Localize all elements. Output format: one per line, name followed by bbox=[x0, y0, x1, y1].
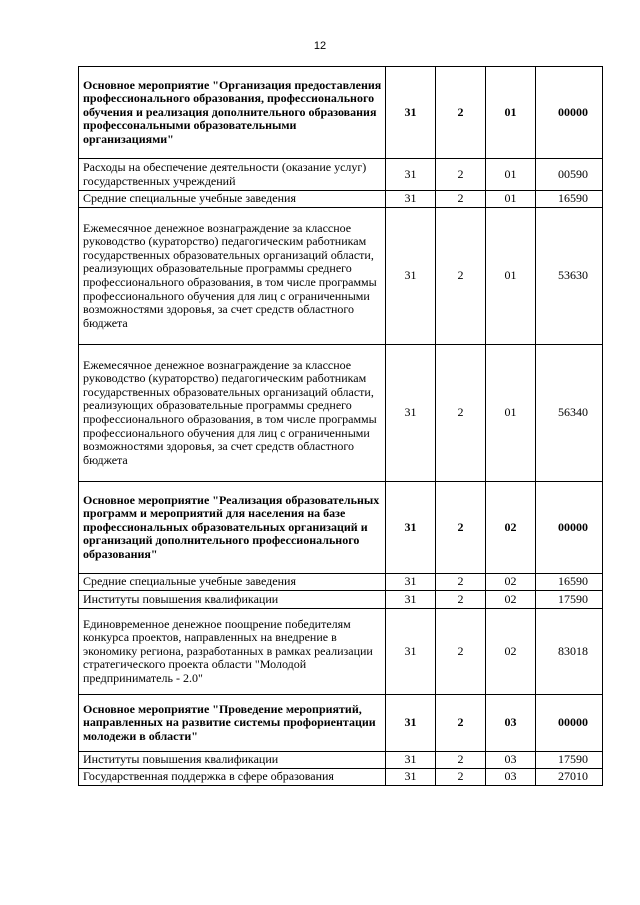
code-cell-2: 2 bbox=[436, 159, 486, 191]
code-cell-4: 27010 bbox=[536, 769, 603, 786]
code-cell-2: 2 bbox=[436, 769, 486, 786]
row-name-cell: Основное мероприятие "Проведение мероприятий, направленных на развитие системы профориентации молодежи в области" bbox=[79, 695, 386, 752]
table-row bbox=[79, 769, 603, 786]
table-row bbox=[79, 159, 603, 191]
code-cell-1: 31 bbox=[386, 345, 436, 482]
code-cell-4: 16590 bbox=[536, 191, 603, 208]
table-row bbox=[79, 609, 603, 695]
code-cell-2: 2 bbox=[436, 609, 486, 695]
code-cell-3: 01 bbox=[486, 345, 536, 482]
code-cell-1: 31 bbox=[386, 609, 436, 695]
code-cell-3: 01 bbox=[486, 67, 536, 159]
table-row bbox=[79, 482, 603, 574]
code-cell-4: 53630 bbox=[536, 208, 603, 345]
code-cell-3: 02 bbox=[486, 574, 536, 591]
code-cell-2: 2 bbox=[436, 67, 486, 159]
code-cell-2: 2 bbox=[436, 574, 486, 591]
code-cell-4: 00590 bbox=[536, 159, 603, 191]
row-name-cell: Основное мероприятие "Реализация образовательных программ и мероприятий для населения на базе профессиональных образовательных организаций и организаций дополнительного профессионального образования" bbox=[79, 482, 386, 574]
budget-classification-table bbox=[78, 66, 603, 786]
code-cell-2: 2 bbox=[436, 752, 486, 769]
code-cell-1: 31 bbox=[386, 752, 436, 769]
table-row bbox=[79, 591, 603, 609]
code-cell-2: 2 bbox=[436, 695, 486, 752]
code-cell-3: 02 bbox=[486, 482, 536, 574]
code-cell-1: 31 bbox=[386, 208, 436, 345]
row-name-cell: Основное мероприятие "Организация предоставления профессионального образования, профессионального обучения и реализация дополнительного образования профессональными образовательными организациями" bbox=[79, 67, 386, 159]
page-number: 12 bbox=[313, 40, 327, 52]
code-cell-3: 02 bbox=[486, 591, 536, 609]
code-cell-3: 03 bbox=[486, 769, 536, 786]
code-cell-2: 2 bbox=[436, 591, 486, 609]
row-name-cell: Средние специальные учебные заведения bbox=[79, 574, 386, 591]
code-cell-3: 03 bbox=[486, 695, 536, 752]
code-cell-4: 00000 bbox=[536, 482, 603, 574]
table-row bbox=[79, 191, 603, 208]
code-cell-1: 31 bbox=[386, 591, 436, 609]
row-name-cell: Государственная поддержка в сфере образования bbox=[79, 769, 386, 786]
code-cell-4: 83018 bbox=[536, 609, 603, 695]
code-cell-3: 02 bbox=[486, 609, 536, 695]
code-cell-4: 16590 bbox=[536, 574, 603, 591]
row-name-cell: Ежемесячное денежное вознаграждение за классное руководство (кураторство) педагогическим работникам государственных образовательных организаций области, реализующих образовательные программы среднего профессионального образования, в том числе программы профессионального обучения для лиц с ограниченными возможностями здоровья, за счет средств областного бюджета bbox=[79, 345, 386, 482]
row-name-cell: Институты повышения квалификации bbox=[79, 752, 386, 769]
code-cell-1: 31 bbox=[386, 482, 436, 574]
code-cell-3: 03 bbox=[486, 752, 536, 769]
code-cell-1: 31 bbox=[386, 574, 436, 591]
code-cell-3: 01 bbox=[486, 208, 536, 345]
code-cell-1: 31 bbox=[386, 769, 436, 786]
table-row bbox=[79, 67, 603, 159]
code-cell-1: 31 bbox=[386, 695, 436, 752]
code-cell-4: 56340 bbox=[536, 345, 603, 482]
code-cell-3: 01 bbox=[486, 191, 536, 208]
table-row bbox=[79, 752, 603, 769]
table-row bbox=[79, 345, 603, 482]
table-row bbox=[79, 208, 603, 345]
row-name-cell: Единовременное денежное поощрение победителям конкурса проектов, направленных на внедрение в экономику региона, разработанных в рамках реализации стратегического проекта области "Молодой предприниматель - 2.0" bbox=[79, 609, 386, 695]
row-name-cell: Институты повышения квалификации bbox=[79, 591, 386, 609]
code-cell-4: 17590 bbox=[536, 752, 603, 769]
code-cell-1: 31 bbox=[386, 159, 436, 191]
code-cell-4: 17590 bbox=[536, 591, 603, 609]
row-name-cell: Ежемесячное денежное вознаграждение за классное руководство (кураторство) педагогическим работникам государственных образовательных организаций области, реализующих образовательные программы среднего профессионального образования, в том числе программы профессионального обучения для лиц с ограниченными возможностями здоровья, за счет средств областного бюджета bbox=[79, 208, 386, 345]
code-cell-2: 2 bbox=[436, 208, 486, 345]
code-cell-4: 00000 bbox=[536, 695, 603, 752]
code-cell-2: 2 bbox=[436, 191, 486, 208]
code-cell-2: 2 bbox=[436, 345, 486, 482]
code-cell-4: 00000 bbox=[536, 67, 603, 159]
code-cell-2: 2 bbox=[436, 482, 486, 574]
table-row bbox=[79, 695, 603, 752]
table-row bbox=[79, 574, 603, 591]
code-cell-3: 01 bbox=[486, 159, 536, 191]
row-name-cell: Средние специальные учебные заведения bbox=[79, 191, 386, 208]
code-cell-1: 31 bbox=[386, 191, 436, 208]
code-cell-1: 31 bbox=[386, 67, 436, 159]
row-name-cell: Расходы на обеспечение деятельности (оказание услуг) государственных учреждений bbox=[79, 159, 386, 191]
